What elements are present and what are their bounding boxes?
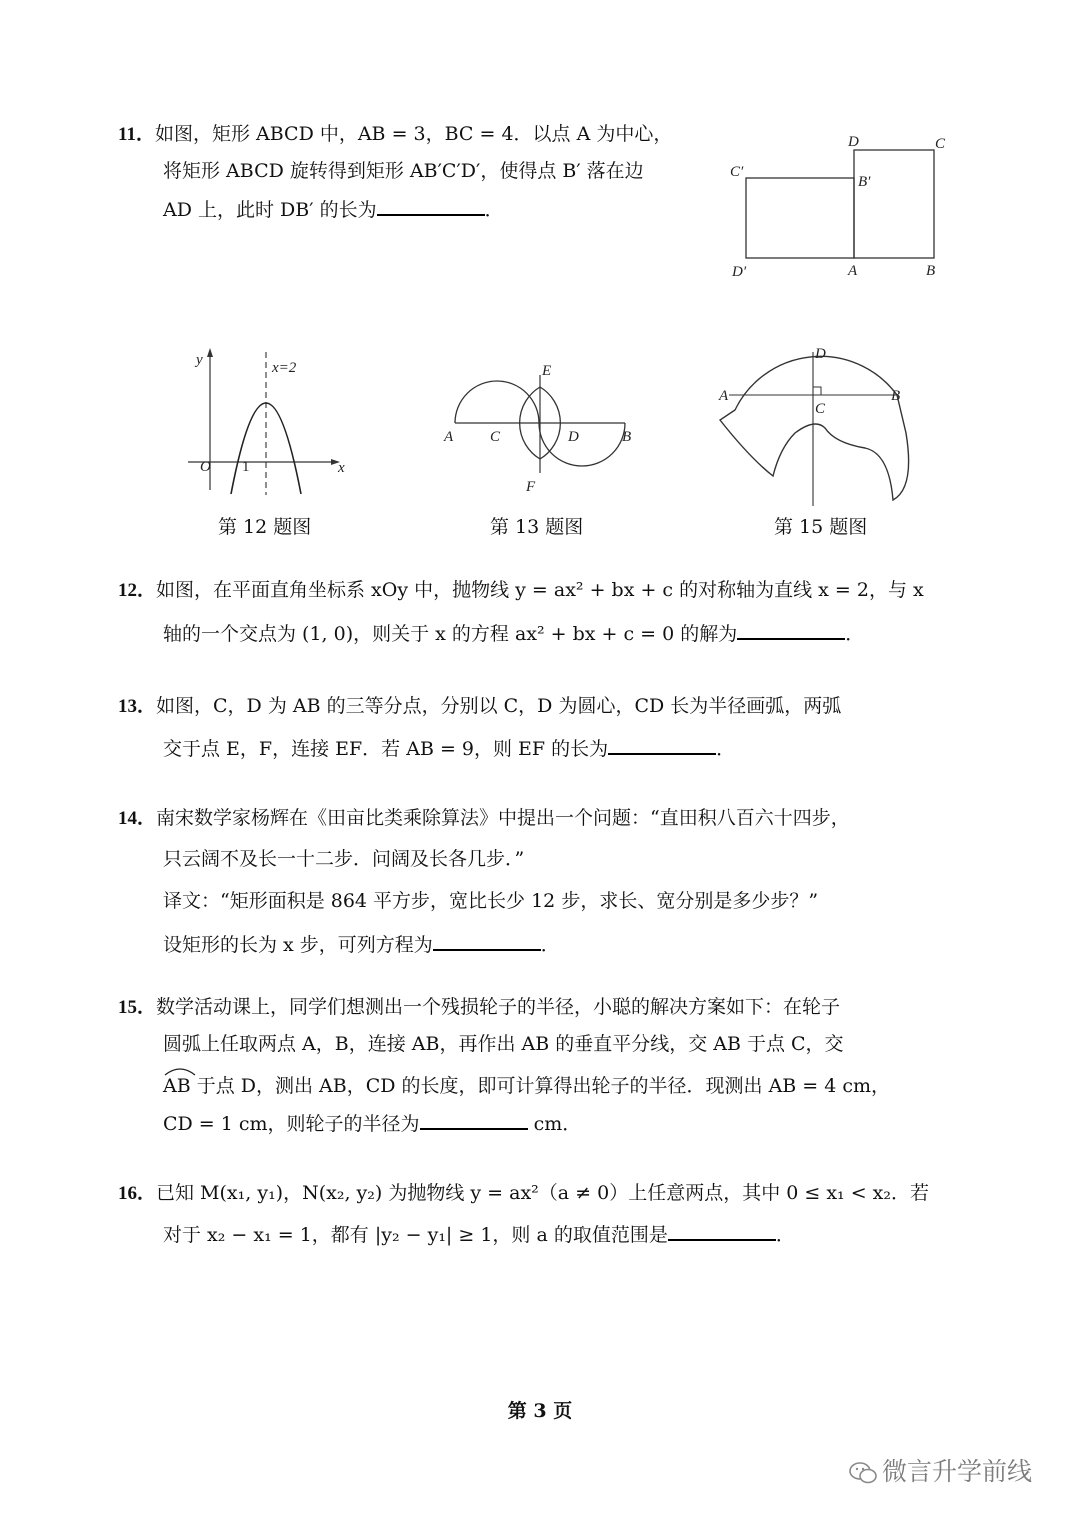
answer-blank-15[interactable]: [420, 1110, 528, 1130]
q14-line3: 译文：“矩形面积是 864 平方步，宽比长少 12 步，求长、宽分别是多少步？”: [163, 890, 819, 912]
answer-blank-11[interactable]: [377, 196, 485, 216]
answer-blank-14[interactable]: [433, 931, 541, 951]
fig12-label-x2: x=2: [272, 360, 297, 376]
q12-line2: 轴的一个交点为 (1, 0)，则关于 x 的方程 ax² + bx + c = 0 的解为 ．: [163, 620, 864, 647]
fig13-label-A: A: [444, 429, 454, 445]
label-C-prime: C′: [730, 164, 744, 180]
arc-symbol: [163, 1066, 197, 1076]
q11-line2: 将矩形 ABCD 旋转得到矩形 AB′C′D′，使得点 B′ 落在边: [163, 160, 644, 182]
broken-wheel: [720, 356, 909, 500]
fig12-label-1: 1: [242, 459, 250, 475]
fig13-label-D: D: [568, 429, 579, 445]
q12-number: 12．: [118, 580, 157, 601]
q11-line3: AD 上，此时 DB′ 的长为 ．: [163, 196, 504, 223]
fig13-figure: [440, 355, 640, 495]
q11-figure: [720, 128, 970, 288]
q14-line4: 设矩形的长为 x 步，可列方程为 ．: [163, 931, 560, 958]
fig13-label-B: B: [622, 429, 632, 445]
fig12-figure: [180, 340, 360, 510]
q13-number: 13．: [118, 696, 157, 717]
rect-ab-c-d: [746, 178, 854, 258]
arc-lower: [539, 423, 625, 466]
q15-number: 15．: [118, 997, 157, 1018]
label-C: C: [935, 136, 946, 152]
q15-line4: CD = 1 cm，则轮子的半径为 cm．: [163, 1110, 581, 1137]
q14-number: 14．: [118, 808, 157, 829]
q16-number: 16．: [118, 1183, 157, 1204]
fig13-label-F: F: [526, 479, 536, 495]
right-angle-mark: [813, 387, 821, 395]
answer-blank-16[interactable]: [668, 1221, 776, 1241]
fig13-label-C: C: [490, 429, 501, 445]
fig12-caption: 第 12 题图: [218, 516, 312, 538]
fig12-label-y: y: [196, 352, 203, 368]
q13-line1: 13．如图，C，D 为 AB 的三等分点，分别以 C，D 为圆心，CD 长为半径画弧，两弧: [118, 695, 842, 717]
fig13-label-E: E: [542, 363, 552, 379]
fig15-label-C: C: [815, 401, 826, 417]
answer-blank-13[interactable]: [608, 735, 716, 755]
label-A: A: [848, 263, 858, 279]
q14-line1: 14．南宋数学家杨辉在《田亩比类乘除算法》中提出一个问题：“直田积八百六十四步，: [118, 807, 850, 829]
q11-line1: 11．如图，矩形 ABCD 中，AB = 3，BC = 4．以点 A 为中心，: [118, 123, 673, 145]
answer-blank-12[interactable]: [737, 620, 845, 640]
arc-upper: [455, 381, 539, 423]
fig15-label-D: D: [815, 346, 826, 362]
fig15-figure: [715, 338, 915, 508]
fig12-label-O: O: [200, 459, 211, 475]
q15-line2: 圆弧上任取两点 A，B，连接 AB，再作出 AB 的垂直平分线，交 AB 于点 C，交: [163, 1033, 844, 1055]
watermark-text: 微言升学前线: [882, 1457, 1033, 1486]
rect-abcd: [854, 150, 934, 258]
fig15-label-A: A: [719, 388, 729, 404]
q15-line3: AB 于点 D，测出 AB，CD 的长度，即可计算得出轮子的半径．现测出 AB = 4 cm，: [163, 1075, 891, 1097]
q12-line1: 12．如图，在平面直角坐标系 xOy 中，抛物线 y = ax² + bx + c 的对称轴为直线 x = 2，与 x: [118, 579, 924, 601]
fig15-caption: 第 15 题图: [774, 516, 868, 538]
fig13-caption: 第 13 题图: [490, 516, 584, 538]
watermark: [848, 1452, 1032, 1488]
wechat-icon: [848, 1461, 878, 1485]
label-D: D: [848, 134, 859, 150]
q15-line1: 15．数学活动课上，同学们想测出一个残损轮子的半径，小聪的解决方案如下：在轮子: [118, 996, 841, 1018]
fig15-label-B: B: [891, 388, 901, 404]
y-axis-arrow: [207, 348, 213, 357]
label-B-prime: B′: [858, 174, 871, 190]
label-B: B: [926, 263, 936, 279]
label-D-prime: D′: [732, 264, 747, 280]
q14-line2: 只云阔不及长一十二步．问阔及长各几步．”: [163, 848, 525, 870]
q16-line2: 对于 x₂ − x₁ = 1，都有 |y₂ − y₁| ≥ 1，则 a 的取值范围是 ．: [163, 1221, 795, 1248]
q11-number: 11．: [118, 124, 155, 145]
q13-line2: 交于点 E，F，连接 EF．若 AB = 9，则 EF 的长为 ．: [163, 735, 735, 762]
fig12-label-x: x: [338, 460, 345, 476]
q16-line1: 16．已知 M(x₁, y₁)，N(x₂, y₂) 为抛物线 y = ax²（a ≠ 0）上任意两点，其中 0 ≤ x₁ < x₂．若: [118, 1182, 929, 1204]
page-number: 第 3 页: [507, 1400, 573, 1422]
